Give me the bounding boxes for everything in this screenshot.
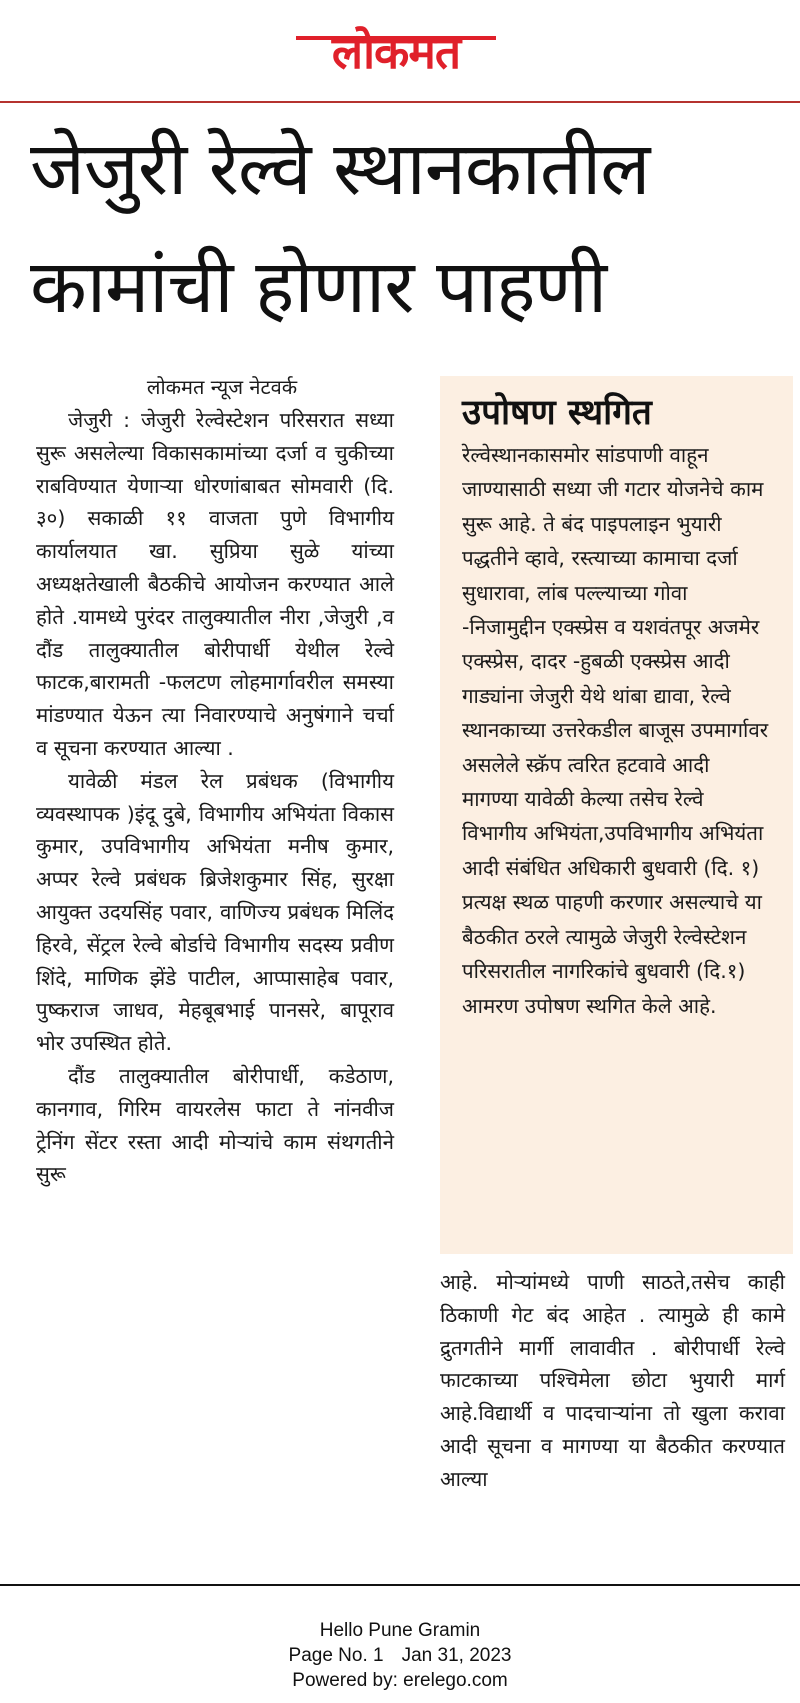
page-footer (0, 1618, 800, 1693)
headline (30, 110, 790, 346)
article-paragraph: जेजुरी : जेजुरी रेल्वेस्टेशन परिसरात सध्या सुरू असलेल्या विकासकामांच्या दर्जा व चुकीच्या राबविण्यात येणाऱ्या धोरणांबाबत सोमवारी (दि. ३०) सकाळी ११ वाजता पुणे विभागीय कार्यालयात खा. सुप्रिया सुळे यांच्या अध्यक्षतेखाली बैठकीचे आयोजन करण्यात आले होते .यामध्ये पुरंदर तालुक्यातील नीरा ,जेजुरी ,व दौंड तालुक्यातील बोरीपार्धी येथील रेल्वे फाटक,बारामती -फलटण लोहमार्गावरील समस्या मांडण्यात येऊन त्या निवारण्याचे अनुषंगाने चर्चा व सूचना करण्यात आल्या . (36, 408, 394, 760)
masthead-divider (0, 101, 800, 103)
headline-line-1: जेजुरी रेल्वे स्थानकातील (30, 126, 650, 212)
byline: लोकमत न्यूज नेटवर्क (146, 375, 298, 399)
powered-by: Powered by: erelego.com (292, 1670, 508, 1691)
headline-line-2: कामांची होणार पाहणी (30, 244, 607, 330)
masthead (0, 0, 800, 100)
newspaper-logo: लोकमत (331, 25, 461, 79)
sidebar-box (440, 376, 793, 1254)
article-column-left (36, 372, 394, 1191)
edition-name: Hello Pune Gramin (319, 1620, 481, 1641)
article-paragraph: यावेळी मंडल रेल प्रबंधक (विभागीय व्यवस्थापक )इंदू दुबे, विभागीय अभियंता विकास कुमार, उपविभागीय अभियंता मनीष कुमार, अप्पर रेल्वे प्रबंधक ब्रिजेशकुमार सिंह, सुरक्षा आयुक्त उदयसिंह पवार, वाणिज्य प्रबंधक मिलिंद हिरवे, सेंट्रल रेल्वे बोर्डाचे विभागीय सदस्य प्रवीण शिंदे, माणिक झेंडे पाटील, आप्पासाहेब पवार, पुष्कराज जाधव, मेहबूबभाई पानसरे, बापूराव भोर उपस्थित होते. (36, 768, 394, 1056)
sidebar-text: रेल्वेस्थानकासमोर सांडपाणी वाहून जाण्यासाठी सध्या जी गटार योजनेचे काम सुरू आहे. ते बंद पाइपलाइन भुयारी पद्धतीने व्हावे, रस्त्याच्या कामाचा दर्जा सुधारावा, लांब पल्ल्याच्या गोवा -निजामुद्दीन एक्स्प्रेस व यशवंतपूर अजमेर एक्स्प्रेस, दादर -हुबळी एक्स्प्रेस आदी गाड्यांना जेजुरी येथे थांबा द्यावा, रेल्वे स्थानकाच्या उत्तरेकडील बाजूस उपमार्गावर असलेले स्क्रॅप त्वरित हटवावे आदी मागण्या यावेळी केल्या तसेच रेल्वे विभागीय अभियंता,उपविभागीय अभियंता आदी संबंधित अधिकारी बुधवारी (दि. १) प्रत्यक्ष स्थळ पाहणी करणार असल्याचे या बैठकीत ठरले त्यामुळे जेजुरी रेल्वेस्टेशन परिसरातील नागरिकांचे बुधवारी (दि.१) आमरण उपोषण स्थगित केले आहे. (462, 443, 769, 1018)
publish-date: Jan 31, 2023 (401, 1645, 512, 1666)
page-number: Page No. 1 (288, 1645, 384, 1666)
sidebar-title: उपोषण स्थगित (462, 393, 652, 433)
page-meta (0, 1643, 800, 1668)
article-paragraph: दौंड तालुक्यातील बोरीपार्धी, कडेठाण, कानगाव, गिरिम वायरलेस फाटा ते नांनवीज ट्रेनिंग सेंटर रस्ता आदी मोऱ्यांचे काम संथगतीने सुरू (36, 1063, 394, 1187)
article-column-right (440, 1266, 793, 1496)
article-continuation: आहे. मोऱ्यांमध्ये पाणी साठते,तसेच काही ठिकाणी गेट बंद आहेत . त्यामुळे ही कामे द्रुतगतीने मार्गी लावावीत . बोरीपार्धी रेल्वे फाटकाच्या पश्चिमेला छोटा भुयारी मार्ग आहे.विद्यार्थी व पादचाऱ्यांना तो खुला करावा आदी सूचना व मागण्या या बैठकीत करण्यात आल्या (440, 1270, 785, 1491)
